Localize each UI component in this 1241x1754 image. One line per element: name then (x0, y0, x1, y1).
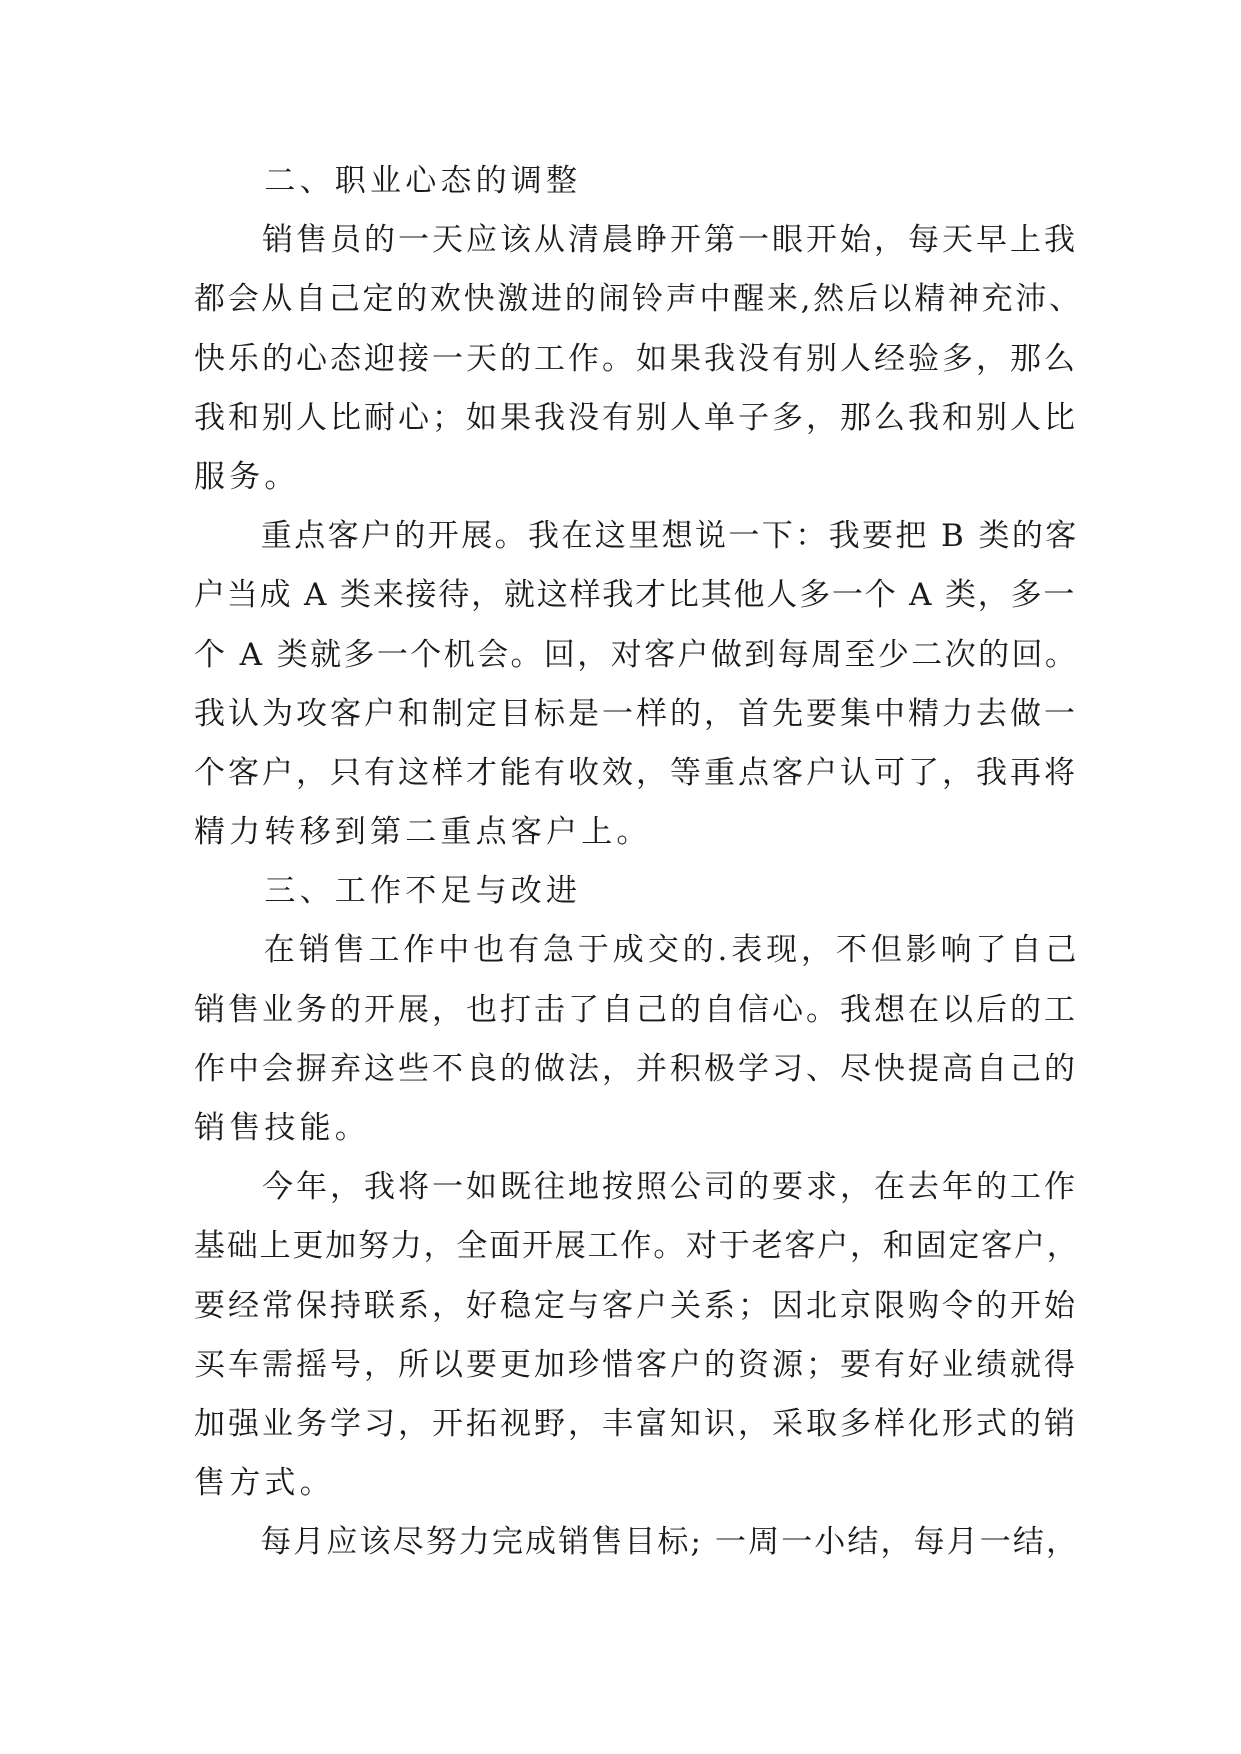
text-line: 销售技能。 (194, 1110, 370, 1146)
heading-career-mindset: 二、职业心态的调整 (194, 163, 582, 199)
text-line: 个 A 类就多一个机会。回，对客户做到每周至少二次的回。 (194, 636, 1079, 673)
text-line: 快乐的心态迎接一天的工作。如果我没有别人经验多，那么 (194, 340, 1078, 377)
text-line: 服务。 (194, 458, 300, 495)
text-line: 个客户，只有这样才能有收效，等重点客户认可了，我再将 (194, 754, 1078, 791)
text-line: 都会从自己定的欢快激进的闹铃声中醒来,然后以精神充沛、 (194, 281, 1083, 318)
text-line: 作中会摒弃这些不良的做法，并积极学习、尽快提高自己的 (194, 1050, 1078, 1087)
text-line: 我认为攻客户和制定目标是一样的，首先要集中精力去做一 (194, 695, 1078, 732)
text-line: 加强业务学习，开拓视野，丰富知识，采取多样化形式的销 (194, 1405, 1078, 1442)
text-line: 基础上更加努力，全面开展工作。对于老客户，和固定客户， (194, 1228, 1080, 1265)
text-line: 每月应该尽努力完成销售目标; 一周一小结，每月一结， (194, 1524, 1080, 1561)
text-line: 销售业务的开展，也打击了自己的自信心。我想在以后的工 (194, 991, 1078, 1028)
text-line: 精力转移到第二重点客户上。 (194, 814, 652, 851)
text-line: 要经常保持联系，好稳定与客户关系；因北京限购令的开始 (194, 1287, 1078, 1324)
heading-shortcomings: 三、工作不足与改进 (194, 873, 582, 910)
text-line: 重点客户的开展。我在这里想说一下：我要把 B 类的客 (194, 518, 1079, 555)
text-line: 销售员的一天应该从清晨睁开第一眼开始，每天早上我 (194, 222, 1078, 259)
text-line: 今年，我将一如既往地按照公司的要求，在去年的工作 (194, 1169, 1078, 1206)
document-body (194, 152, 1084, 1573)
text-line: 我和别人比耐心；如果我没有别人单子多，那么我和别人比 (194, 399, 1078, 436)
text-line: 户当成 A 类来接待，就这样我才比其他人多一个 A 类，多一 (194, 577, 1077, 614)
text-line: 买车需摇号，所以要更加珍惜客户的资源；要有好业绩就得 (194, 1346, 1078, 1383)
text-line: 售方式。 (194, 1465, 335, 1502)
text-line: 在销售工作中也有急于成交的.表现，不但影响了自己 (194, 932, 1081, 969)
